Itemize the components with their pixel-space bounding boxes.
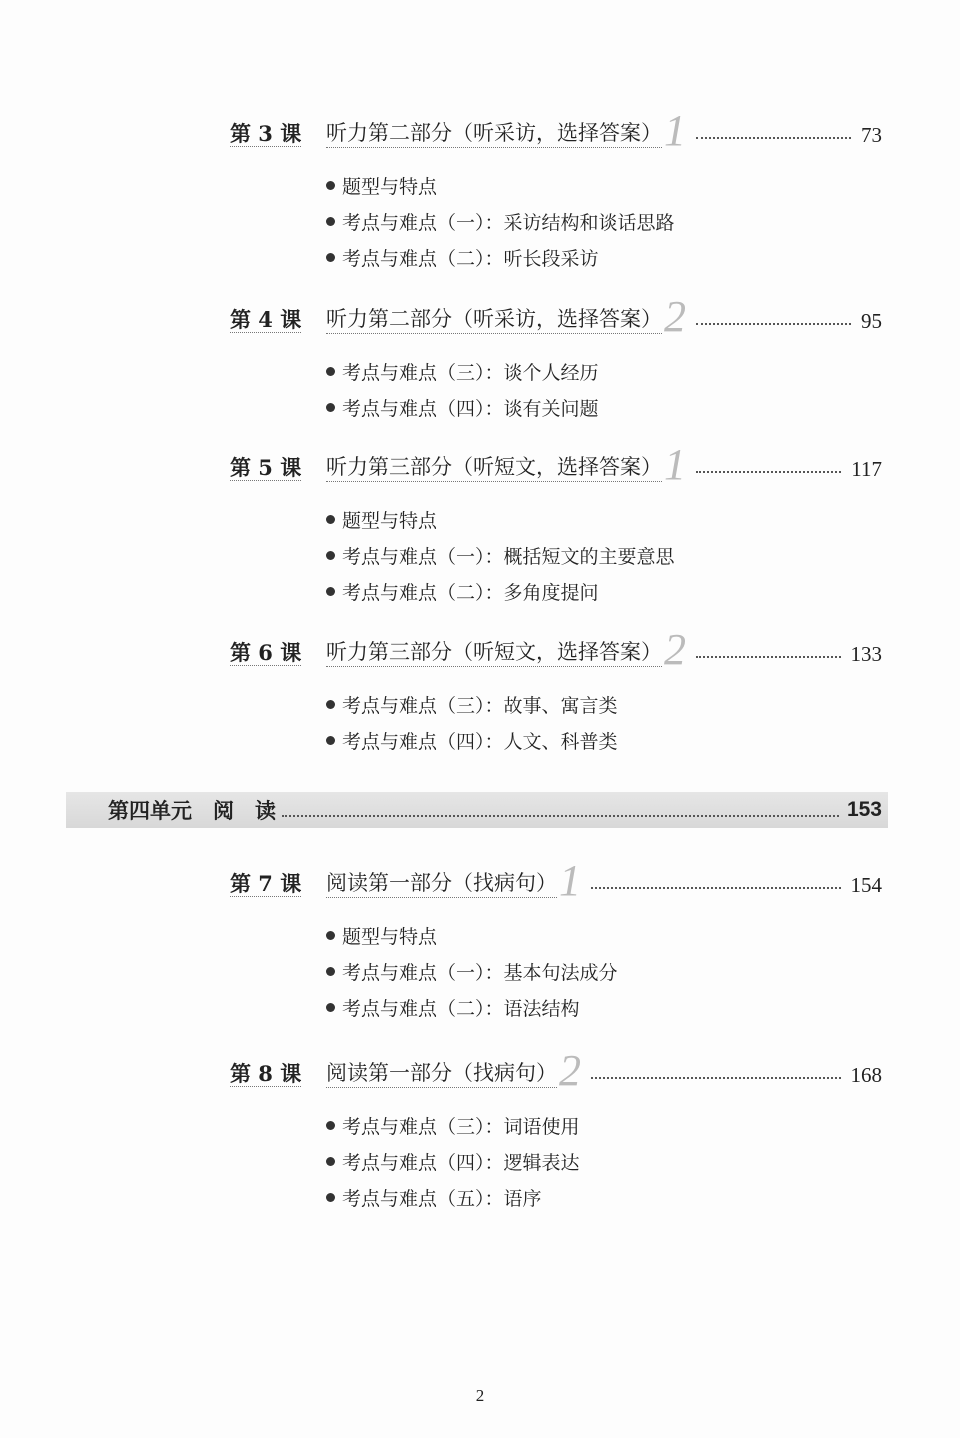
lesson-page: 95 [861,309,882,333]
lesson-label: 第 5 课 [230,455,302,480]
lesson-topics [326,1107,580,1215]
lesson-label: 第 4 课 [230,307,302,332]
topic-text: 考点与难点（一）：基本句法成分 [342,961,618,984]
bullet-icon [326,515,335,524]
lesson-topics [326,501,675,609]
topic-item [326,389,599,425]
topic-text: 考点与难点（一）：概括短文的主要意思 [342,545,675,568]
bullet-icon [326,551,335,560]
lesson-title: 听力第三部分（听短文，选择答案） [326,636,662,667]
bullet-icon [326,217,335,226]
topic-text: 题型与特点 [342,175,438,198]
topic-text: 考点与难点（三）：谈个人经历 [342,361,599,384]
topic-item [326,573,675,609]
lesson-topics [326,686,618,758]
topic-text: 考点与难点（一）：采访结构和谈话思路 [342,211,675,234]
topic-item [326,239,675,275]
bullet-icon [326,736,335,745]
bullet-icon [326,967,335,976]
bullet-icon [326,403,335,412]
unit-heading[interactable] [66,792,888,828]
lesson-label: 第 6 课 [230,640,302,665]
lesson-topics [326,167,675,275]
topic-item [326,167,675,203]
lesson-entry[interactable] [230,625,882,674]
lesson-title: 听力第二部分（听采访，选择答案） [326,117,662,148]
leader-dots [696,323,851,325]
topic-item [326,501,675,537]
topic-text: 考点与难点（四）：逻辑表达 [342,1151,580,1174]
lesson-page: 73 [861,123,882,147]
part-numeral: 2 [664,292,686,341]
topic-item [326,203,675,239]
bullet-icon [326,587,335,596]
topic-text: 题型与特点 [342,925,438,948]
topic-item [326,353,599,389]
lesson-title: 听力第三部分（听短文，选择答案） [326,451,662,482]
lesson-entry[interactable] [230,440,882,489]
lesson-page: 117 [851,457,882,481]
topic-item [326,686,618,722]
bullet-icon [326,1157,335,1166]
lesson-label: 第 8 课 [230,1061,302,1086]
topic-text: 考点与难点（三）：词语使用 [342,1115,580,1138]
unit-page: 153 [846,798,882,821]
bullet-icon [326,1193,335,1202]
topic-text: 题型与特点 [342,509,438,532]
page-number: 2 [475,1386,485,1405]
topic-item [326,1143,580,1179]
bullet-icon [326,367,335,376]
lesson-topics [326,917,618,1025]
bullet-icon [326,253,335,262]
lesson-topics [326,353,599,425]
topic-text: 考点与难点（二）：多角度提问 [342,581,599,604]
topic-text: 考点与难点（五）：语序 [342,1187,542,1210]
lesson-page: 133 [850,642,882,666]
lesson-label: 第 3 课 [230,121,302,146]
leader-dots [591,887,841,889]
topic-item [326,917,618,953]
leader-dots [696,137,851,139]
topic-text: 考点与难点（四）：谈有关问题 [342,397,599,420]
topic-text: 考点与难点（二）：听长段采访 [342,247,599,270]
topic-item [326,722,618,758]
lesson-entry[interactable] [230,1046,882,1095]
leader-dots [591,1077,841,1079]
leader-dots [696,471,841,473]
part-numeral: 1 [664,106,686,155]
bullet-icon [326,181,335,190]
bullet-icon [326,1003,335,1012]
part-numeral: 2 [559,1046,581,1095]
lesson-entry[interactable] [230,292,882,341]
lesson-entry[interactable] [230,106,882,155]
bullet-icon [326,700,335,709]
topic-text: 考点与难点（四）：人文、科普类 [342,730,618,753]
topic-item [326,537,675,573]
lesson-title: 阅读第一部分（找病句） [326,867,557,898]
lesson-page: 168 [850,1063,882,1087]
lesson-page: 154 [850,873,882,897]
part-numeral: 1 [559,856,581,905]
topic-text: 考点与难点（二）：语法结构 [342,997,580,1020]
lesson-label: 第 7 课 [230,871,302,896]
unit-title: 第四单元 阅 读 [108,799,276,823]
bullet-icon [326,1121,335,1130]
topic-item [326,1107,580,1143]
part-numeral: 1 [664,440,686,489]
leader-dots [282,815,839,817]
lesson-title: 阅读第一部分（找病句） [326,1057,557,1088]
topic-item [326,953,618,989]
topic-item [326,989,618,1025]
topic-item [326,1179,580,1215]
topic-text: 考点与难点（三）：故事、寓言类 [342,694,618,717]
bullet-icon [326,931,335,940]
part-numeral: 2 [664,625,686,674]
lesson-title: 听力第二部分（听采访，选择答案） [326,303,662,334]
leader-dots [696,656,841,658]
lesson-entry[interactable] [230,856,882,905]
